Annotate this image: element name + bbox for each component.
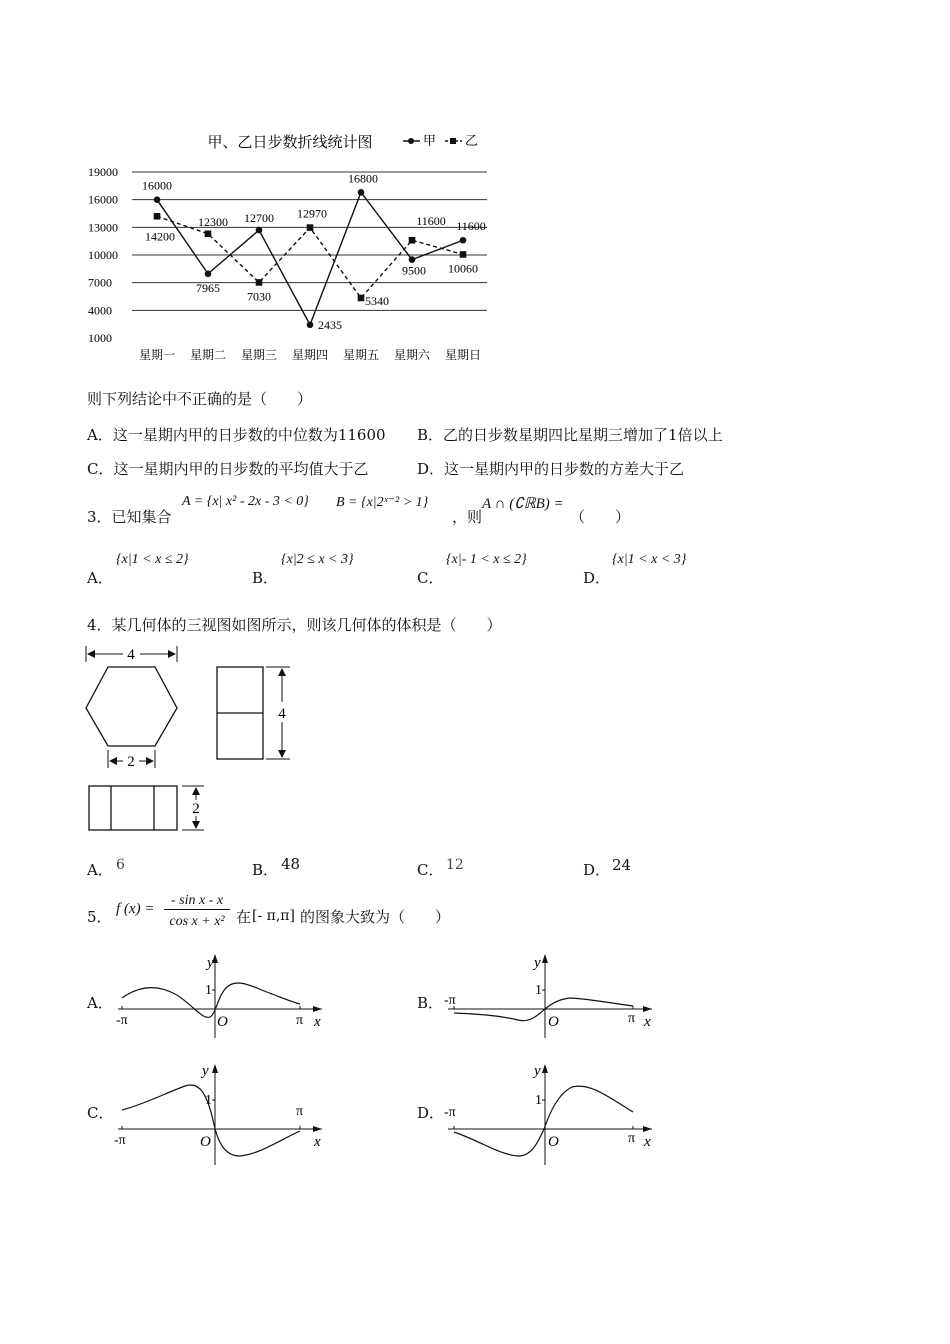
x-tick-label: 星期六 xyxy=(393,348,431,362)
svg-text:-π: -π xyxy=(444,1105,456,1120)
data-label: 9500 xyxy=(402,263,426,278)
svg-text:O: O xyxy=(217,1014,228,1030)
svg-text:y: y xyxy=(534,955,541,971)
data-label: 12700 xyxy=(244,211,274,226)
x-tick-label: 星期三 xyxy=(240,348,278,362)
y-tick-label: 1000 xyxy=(88,331,112,345)
data-label: 10060 xyxy=(448,261,478,276)
data-label: 16800 xyxy=(348,171,378,186)
svg-text:1: 1 xyxy=(535,1093,542,1108)
data-label: 12970 xyxy=(297,206,327,221)
three-view-drawing xyxy=(80,640,310,840)
point-jia xyxy=(307,321,314,328)
q5-suffix: 的图象大致为（ ） xyxy=(300,908,451,926)
svg-text:-π: -π xyxy=(114,1133,126,1148)
legend-yi: 乙 xyxy=(465,133,479,148)
x-axis-ticks xyxy=(139,347,481,362)
graph-option-b[interactable] xyxy=(440,950,660,1040)
y-axis-ticks xyxy=(88,165,118,345)
x-tick-label: 星期一 xyxy=(138,348,176,362)
point-jia xyxy=(205,270,212,277)
graph-option-c[interactable] xyxy=(110,1060,330,1170)
q3-paren: （ ） xyxy=(570,508,631,526)
point-jia xyxy=(256,227,263,234)
q3-option-b: {x|2 ≤ x < 3} xyxy=(281,552,354,567)
svg-text:π: π xyxy=(628,1131,636,1146)
data-label: 12300 xyxy=(198,214,228,229)
hexagon-view xyxy=(86,667,177,746)
q2-option-a: A．这一星期内甲的日步数的中位数为11600 xyxy=(87,426,386,444)
svg-text:x: x xyxy=(314,1014,321,1030)
y-tick-label: 4000 xyxy=(88,303,112,318)
point-yi xyxy=(358,295,365,302)
q3-then: ，则 xyxy=(452,508,483,526)
svg-text:-π: -π xyxy=(116,1013,128,1028)
point-yi xyxy=(409,237,416,244)
q4-option-d: 24 xyxy=(612,856,632,874)
svg-text:x: x xyxy=(314,1134,321,1150)
q4-option-a: 6 xyxy=(116,857,125,873)
q3-label-c: C． xyxy=(417,569,444,587)
svg-text:y: y xyxy=(202,1063,209,1079)
q4-label-d: D． xyxy=(583,861,611,879)
point-yi xyxy=(256,279,263,286)
point-jia xyxy=(154,196,161,203)
data-label: 14200 xyxy=(145,229,175,244)
svg-text:-π: -π xyxy=(444,993,456,1008)
q5-denominator: cos x + x² xyxy=(169,914,225,929)
q5-function-lhs: f (x) = xyxy=(116,901,155,917)
y-tick-label: 7000 xyxy=(88,275,112,290)
top-view xyxy=(89,786,177,830)
q4-stem: 4．某几何体的三视图如图所示，则该几何体的体积是（ ） xyxy=(87,616,502,634)
q3-label-a: A． xyxy=(87,569,113,587)
point-jia xyxy=(409,256,416,263)
svg-text:O: O xyxy=(200,1134,211,1150)
x-tick-label: 星期五 xyxy=(342,348,380,362)
q3-set-a: A = {x| x² - 2x - 3 < 0} xyxy=(182,494,309,509)
q2-stem: 则下列结论中不正确的是（ ） xyxy=(87,390,313,408)
x-tick-label: 星期日 xyxy=(444,348,482,362)
point-yi xyxy=(460,251,467,258)
svg-text:x: x xyxy=(644,1134,651,1150)
point-yi xyxy=(154,213,161,220)
svg-text:π: π xyxy=(628,1011,636,1026)
q5-interval-pre: 在 xyxy=(236,908,252,926)
q3-option-c: {x|- 1 < x ≤ 2} xyxy=(446,552,527,567)
y-tick-label: 10000 xyxy=(88,248,118,262)
q3-expression: A ∩ (∁ℝB) = xyxy=(482,496,564,512)
y-tick-label: 16000 xyxy=(88,192,118,207)
legend-jia: 甲 xyxy=(423,133,437,148)
dim-side-label: 4 xyxy=(278,706,286,722)
x-tick-label: 星期二 xyxy=(189,348,227,362)
dim-top-label: 4 xyxy=(127,647,135,663)
svg-text:1: 1 xyxy=(205,983,212,998)
data-label: 5340 xyxy=(365,293,389,308)
q3-option-a: {x|1 < x ≤ 2} xyxy=(116,552,189,567)
dim-hex-label: 2 xyxy=(127,754,135,770)
q2-option-b: B．乙的日步数星期四比星期三增加了1倍以上 xyxy=(417,426,723,444)
data-label: 2435 xyxy=(318,317,342,332)
x-tick-label: 星期四 xyxy=(291,348,329,362)
q4-label-c: C． xyxy=(417,861,444,879)
q3-option-d: {x|1 < x < 3} xyxy=(612,552,687,567)
data-label: 11600 xyxy=(456,219,486,234)
y-tick-label: 13000 xyxy=(88,220,118,235)
q3-label-b: B． xyxy=(252,569,279,587)
q2-option-c: C．这一星期内甲的日步数的平均值大于乙 xyxy=(87,460,369,478)
data-label: 16000 xyxy=(142,178,172,193)
svg-text:y: y xyxy=(207,955,214,971)
data-label: 7965 xyxy=(196,280,220,295)
svg-text:O: O xyxy=(548,1014,559,1030)
q4-option-c: 12 xyxy=(446,857,464,873)
q5-label-d: D． xyxy=(417,1104,445,1122)
q3-set-b: B = {x|2ˣ⁻² > 1} xyxy=(336,495,429,510)
svg-text:x: x xyxy=(644,1014,651,1030)
graph-option-d[interactable] xyxy=(440,1060,660,1170)
q5-label-a: A． xyxy=(87,994,113,1012)
y-tick-label: 19000 xyxy=(88,165,118,179)
svg-text:y: y xyxy=(534,1063,541,1079)
point-yi xyxy=(307,224,314,231)
q5-label-b: B． xyxy=(417,994,444,1012)
svg-text:π: π xyxy=(296,1013,304,1028)
q5-interval: [- π,π] xyxy=(252,908,295,924)
q2-option-d: D．这一星期内甲的日步数的方差大于乙 xyxy=(417,460,685,478)
dim-bottom-label: 2 xyxy=(192,801,200,817)
data-label: 11600 xyxy=(416,214,446,229)
svg-text:1: 1 xyxy=(535,983,542,998)
q5-numerator: - sin x - x xyxy=(164,892,230,910)
point-jia xyxy=(358,189,365,196)
svg-text:O: O xyxy=(548,1134,559,1150)
chart-title: 甲、乙日步数折线统计图 xyxy=(207,135,373,151)
q5-label-c: C． xyxy=(87,1104,114,1122)
point-jia xyxy=(460,237,467,244)
q3-label-d: D． xyxy=(583,569,611,587)
q3-prefix: 3．已知集合 xyxy=(87,508,172,526)
q4-label-a: A． xyxy=(87,861,113,879)
graph-option-a[interactable] xyxy=(110,950,330,1040)
data-label: 7030 xyxy=(247,289,271,304)
svg-text:π: π xyxy=(296,1104,304,1119)
q5-prefix: 5． xyxy=(87,908,112,926)
chart-legend xyxy=(403,133,478,148)
q4-label-b: B． xyxy=(252,861,279,879)
q4-option-b: 48 xyxy=(281,855,301,873)
point-yi xyxy=(205,230,212,237)
step-count-chart xyxy=(0,120,520,370)
svg-text:1: 1 xyxy=(205,1093,212,1108)
